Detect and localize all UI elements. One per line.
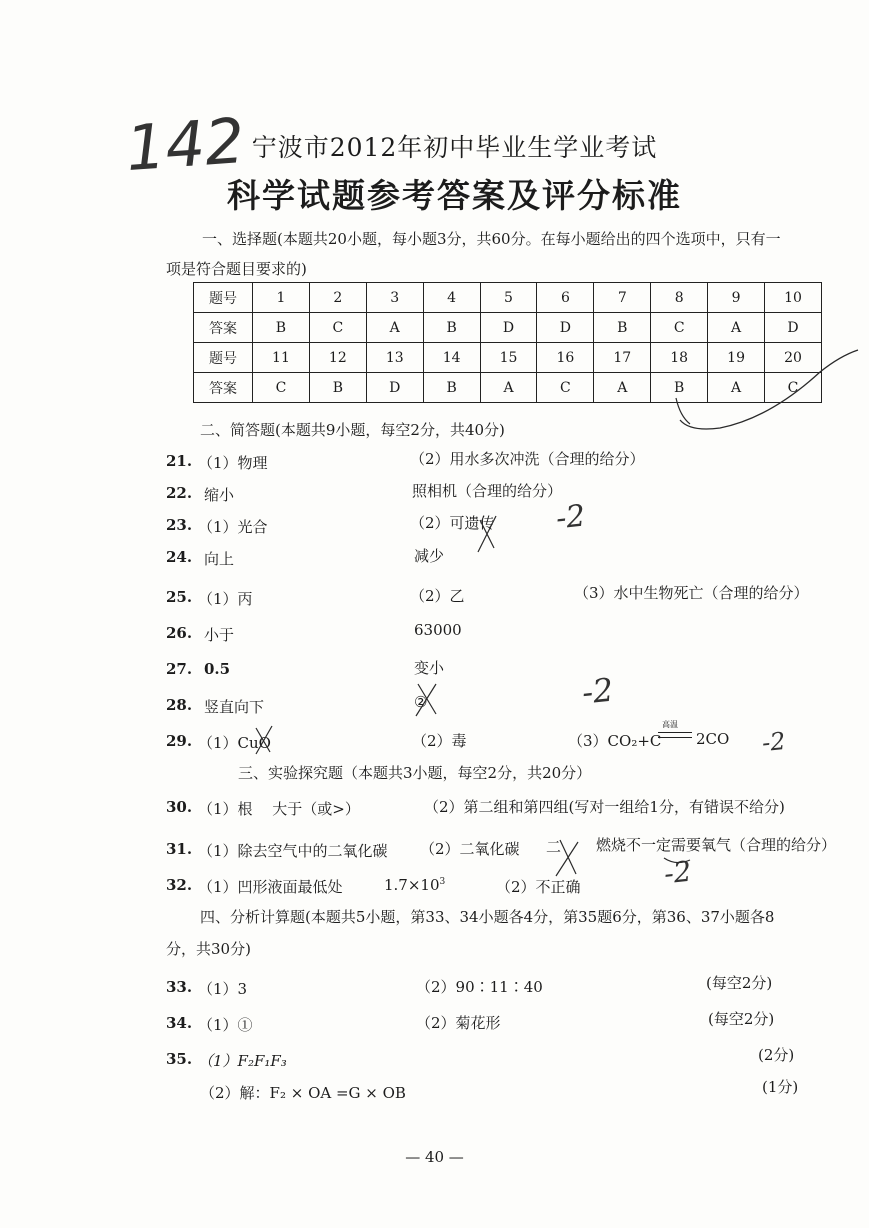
reaction-arrow: [658, 732, 692, 738]
q25-answer-3: （3）水中生物死亡（合理的给分）: [574, 584, 809, 602]
table-cell: B: [309, 373, 366, 403]
q29-answer-1: （1）CuO: [198, 734, 271, 752]
handwritten-deduction-q29: -2: [760, 726, 787, 758]
table-cell: 6: [537, 283, 594, 313]
q32-answer-1: （1）凹形液面最低处: [198, 878, 343, 896]
q34-answer-1: （1）①: [198, 1016, 253, 1034]
q24-number: 24.: [166, 548, 193, 566]
table-cell: D: [765, 313, 822, 343]
q33-number: 33.: [166, 978, 193, 996]
table-cell: B: [423, 373, 480, 403]
answer-table: [193, 282, 822, 403]
table-cell: A: [708, 373, 765, 403]
q26-answer-2: 63000: [414, 621, 462, 639]
handwritten-deduction-q31: -2: [662, 854, 693, 891]
q33-answer-2: （2）90∶11∶40: [416, 978, 543, 996]
table-cell: 16: [537, 343, 594, 373]
table-cell: 14: [423, 343, 480, 373]
q24-answer-2: 减少: [414, 547, 445, 565]
q28-answer-1: 竖直向下: [204, 698, 265, 716]
q29-answer-2: （2）毒: [412, 732, 467, 750]
table-cell: D: [480, 313, 537, 343]
section2-heading: 二、简答题(本题共9小题，每空2分，共40分): [200, 421, 505, 439]
table-cell: 8: [651, 283, 708, 313]
q26-number: 26.: [166, 624, 193, 642]
section3-heading: 三、实验探究题（本题共3小题，每空2分，共20分）: [238, 764, 592, 782]
q21-answer-2: （2）用水多次冲洗（合理的给分）: [410, 450, 645, 468]
table-cell: 15: [480, 343, 537, 373]
q34-answer-2: （2）菊花形: [416, 1014, 501, 1032]
q32-number: 32.: [166, 876, 193, 894]
q33-answer-1: （1）3: [198, 980, 248, 998]
table-cell: 17: [594, 343, 651, 373]
handwritten-deduction-q23: -2: [554, 498, 587, 537]
table-row-label: 答案: [194, 373, 253, 403]
table-row-label: 题号: [194, 283, 253, 313]
q32-answer-2: [384, 876, 445, 894]
q27-answer-2: 变小: [414, 659, 445, 677]
q34-number: 34.: [166, 1014, 193, 1032]
q35-number: 35.: [166, 1050, 193, 1068]
q21-answer-1: （1）物理: [198, 454, 268, 472]
table-cell: C: [253, 373, 310, 403]
table-cell: 4: [423, 283, 480, 313]
q35-answer-2: （2）解：F₂ × OA =G × OB: [200, 1084, 406, 1102]
q21-number: 21.: [166, 452, 193, 470]
table-row-label: 题号: [194, 343, 253, 373]
table-cell: 2: [309, 283, 366, 313]
q33-score: (每空2分): [706, 974, 773, 992]
table-cell: D: [537, 313, 594, 343]
q35-score-2: (1分): [762, 1078, 799, 1096]
q29-product: 2CO: [696, 730, 730, 748]
q28-answer-2: ②: [414, 693, 428, 711]
reaction-condition: 高温: [662, 720, 678, 729]
q31-answer-1: （1）除去空气中的二氧化碳: [198, 842, 388, 860]
table-cell: B: [651, 373, 708, 403]
table-cell: 1: [253, 283, 310, 313]
table-cell: B: [423, 313, 480, 343]
q31-answer-2: （2）二氧化碳: [420, 840, 520, 858]
table-cell: C: [309, 313, 366, 343]
section4-heading-line2: 分，共30分): [166, 940, 251, 958]
table-cell: 10: [765, 283, 822, 313]
table-cell: C: [765, 373, 822, 403]
table-row: [194, 373, 822, 403]
q25-number: 25.: [166, 588, 193, 606]
table-cell: A: [480, 373, 537, 403]
q35-score-1: (2分): [758, 1046, 795, 1064]
q26-answer-1: 小于: [204, 626, 235, 644]
q25-answer-1: （1）丙: [198, 590, 253, 608]
section1-heading-line1: 一、选择题(本题共20小题，每小题3分，共60分。在每小题给出的四个选项中，只有一: [202, 230, 781, 248]
table-cell: B: [594, 313, 651, 343]
table-cell: 12: [309, 343, 366, 373]
table-cell: 3: [366, 283, 423, 313]
table-row-label: 答案: [194, 313, 253, 343]
q35-answer-1: （1）F₂F₁F₃: [198, 1052, 287, 1070]
q22-answer-1: 缩小: [204, 486, 235, 504]
table-cell: 11: [253, 343, 310, 373]
q23-answer-2: （2）可遗传: [410, 514, 495, 532]
q27-number: 27.: [166, 660, 193, 678]
table-cell: 7: [594, 283, 651, 313]
q32-answer-3: （2）不正确: [496, 878, 581, 896]
q32-answer-2-exponent: 3: [439, 877, 446, 887]
q22-answer-2: 照相机（合理的给分）: [412, 482, 563, 500]
handwritten-deduction-q28: -2: [580, 670, 616, 712]
table-row: [194, 313, 822, 343]
table-row: [194, 343, 822, 373]
q29-answer-3: （3）CO₂+C: [568, 732, 662, 750]
handwritten-score: 142: [123, 103, 247, 186]
table-cell: A: [366, 313, 423, 343]
table-cell: A: [594, 373, 651, 403]
q31-answer-4: 燃烧不一定需要氧气（合理的给分）: [596, 836, 837, 854]
q30-number: 30.: [166, 798, 193, 816]
table-cell: 9: [708, 283, 765, 313]
table-cell: 5: [480, 283, 537, 313]
q31-number: 31.: [166, 840, 193, 858]
q28-number: 28.: [166, 696, 193, 714]
exam-title: 宁波市2012年初中毕业生学业考试: [251, 133, 658, 162]
q31-answer-3: 二: [546, 838, 562, 856]
table-cell: C: [651, 313, 708, 343]
q25-answer-2: （2）乙: [410, 587, 465, 605]
table-cell: B: [253, 313, 310, 343]
table-cell: D: [366, 373, 423, 403]
q32-answer-2-base: 1.7×10: [384, 876, 440, 894]
section1-heading-line2: 项是符合题目要求的): [166, 260, 307, 278]
q23-number: 23.: [166, 516, 193, 534]
q29-number: 29.: [166, 732, 193, 750]
document-title: 科学试题参考答案及评分标准: [227, 176, 682, 215]
q27-answer-1: 0.5: [204, 660, 231, 678]
table-cell: 19: [708, 343, 765, 373]
q30-answer-1: （1）根 大于（或>）: [198, 800, 360, 818]
q30-answer-2: （2）第二组和第四组(写对一组给1分，有错误不给分): [424, 798, 785, 816]
table-cell: A: [708, 313, 765, 343]
q24-answer-1: 向上: [204, 550, 235, 568]
q34-score: (每空2分): [708, 1010, 775, 1028]
q23-answer-1: （1）光合: [198, 518, 268, 536]
table-cell: 13: [366, 343, 423, 373]
table-cell: 20: [765, 343, 822, 373]
table-row: [194, 283, 822, 313]
page-number: — 40 —: [405, 1148, 464, 1166]
q22-number: 22.: [166, 484, 193, 502]
table-cell: 18: [651, 343, 708, 373]
table-cell: C: [537, 373, 594, 403]
section4-heading-line1: 四、分析计算题(本题共5小题，第33、34小题各4分，第35题6分，第36、37小题各8: [200, 908, 775, 926]
